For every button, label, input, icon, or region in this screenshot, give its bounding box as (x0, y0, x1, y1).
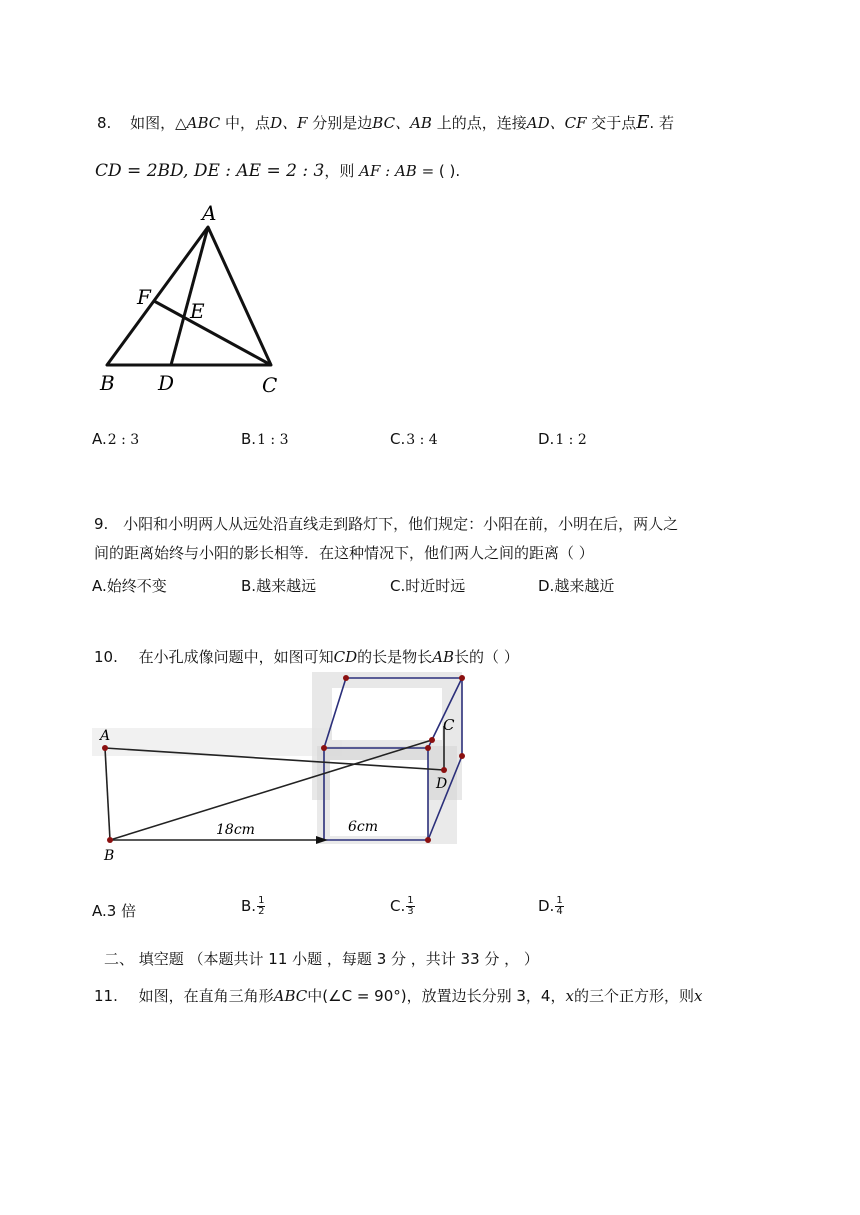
option-letter: C. (390, 430, 406, 448)
section-title: 二、 填空题 （本题共计 11 小题 ，每题 3 分 ，共计 33 分 ， ） (104, 950, 539, 968)
option-letter: C. (390, 897, 406, 915)
q10-option-a[interactable] (92, 900, 136, 921)
option-letter: D. (538, 577, 555, 595)
option-value: 时近时远 (405, 577, 466, 595)
label-d: D (158, 371, 175, 395)
q8-math: E (636, 112, 650, 133)
label-f: F (137, 285, 151, 309)
q11-math: x (693, 987, 703, 1005)
q8-text: . 若 (649, 114, 674, 132)
q8-math: AF : AB = (359, 162, 435, 180)
q8-triangle-figure (95, 198, 295, 398)
q8-option-b[interactable] (241, 430, 289, 448)
q9-line1 (94, 513, 678, 534)
q11-line (94, 985, 702, 1006)
q8-text: ( ). (438, 162, 461, 180)
q8-math: AD、CF (526, 114, 587, 132)
fraction-one-half (257, 896, 265, 917)
fraction-denominator: 2 (258, 906, 265, 917)
q11-math: x (565, 987, 574, 1005)
q8-text: 分别是边 (312, 114, 373, 132)
option-letter: D. (538, 430, 555, 448)
q10-line (94, 646, 519, 667)
q8-line1 (97, 112, 674, 133)
q9-option-c[interactable] (390, 575, 465, 596)
q10-option-c[interactable] (390, 896, 415, 917)
q8-text: 中，点 (225, 114, 271, 132)
option-letter: B. (241, 897, 257, 915)
fraction-denominator: 4 (556, 906, 563, 917)
fraction-numerator: 1 (556, 895, 563, 906)
fraction-numerator: 1 (407, 895, 414, 906)
fraction-denominator: 3 (407, 906, 414, 917)
option-value: 1 : 2 (555, 432, 587, 448)
q10-option-b[interactable] (241, 896, 265, 917)
label-c: C (262, 373, 278, 397)
q9-option-d[interactable] (538, 575, 614, 596)
section-heading-fill-in (104, 948, 539, 969)
label-a: A (202, 201, 217, 225)
label-b: B (104, 848, 115, 864)
label-b: B (100, 371, 115, 395)
q10-pinhole-figure (92, 668, 472, 868)
q10-math: AB (432, 648, 455, 666)
q8-math: CD = 2BD, DE : AE = 2 : 3 (95, 161, 325, 181)
option-value: 2 : 3 (107, 432, 140, 448)
option-letter: A. (92, 430, 107, 448)
label-distance-18cm: 18cm (216, 822, 255, 838)
q9-option-b[interactable] (241, 575, 316, 596)
label-c: C (443, 716, 455, 734)
q10-option-d[interactable] (538, 896, 564, 917)
q9-text: 小阳和小明两人从远处沿直线走到路灯下，他们规定：小阳在前，小明在后，两人之 (123, 515, 679, 533)
q8-option-d[interactable] (538, 430, 587, 448)
q11-text: 的三个正方形，则 (573, 987, 694, 1005)
option-value: 1 : 3 (257, 432, 289, 448)
q10-text: 的长是物长 (357, 648, 433, 666)
q8-option-a[interactable] (92, 430, 139, 448)
q9-number: 9. (94, 515, 109, 533)
fraction-one-quarter (555, 896, 563, 917)
option-letter: B. (241, 577, 257, 595)
label-distance-6cm: 6cm (348, 819, 379, 835)
segment-ad (171, 227, 208, 365)
option-value: 越来越近 (554, 577, 615, 595)
option-letter: C. (390, 577, 406, 595)
q8-text: ，则 (324, 162, 355, 180)
q9-line2 (94, 542, 594, 563)
option-letter: D. (538, 897, 555, 915)
option-value: 始终不变 (106, 577, 167, 595)
option-value: 3 倍 (106, 902, 137, 920)
label-a: A (100, 728, 111, 744)
option-letter: A. (92, 577, 107, 595)
q8-text: 上的点，连接 (436, 114, 527, 132)
option-letter: B. (241, 430, 257, 448)
option-letter: A. (92, 902, 107, 920)
q10-math: CD (333, 648, 358, 666)
q10-text: 长的（ ） (454, 648, 519, 666)
q11-text: 如图，在直角三角形 (138, 987, 274, 1005)
q11-math: ABC (273, 987, 308, 1005)
q9-text: 间的距离始终与小阳的影长相等．在这种情况下，他们两人之间的距离（ ） (94, 544, 594, 562)
option-value: 越来越远 (256, 577, 317, 595)
q8-text: 如图， (130, 114, 176, 132)
q9-option-a[interactable] (92, 575, 167, 596)
q8-math: △ABC (175, 114, 221, 132)
q8-number: 8. (97, 114, 112, 132)
q8-line2 (95, 160, 460, 181)
q8-math: D、F (270, 114, 308, 132)
q8-option-c[interactable] (390, 430, 438, 448)
q10-number: 10. (94, 648, 118, 666)
q11-text: 中(∠C = 90°)，放置边长分别 3，4， (307, 987, 566, 1005)
fraction-numerator: 1 (258, 895, 265, 906)
q11-number: 11. (94, 987, 118, 1005)
fraction-one-third (406, 896, 414, 917)
q8-math: BC、AB (372, 114, 432, 132)
segment-cf (154, 301, 271, 365)
option-value: 3 : 4 (406, 432, 438, 448)
q10-text: 在小孔成像问题中，如图可知 (138, 648, 334, 666)
label-e: E (190, 299, 205, 323)
label-d: D (436, 776, 448, 792)
q8-text: 交于点 (591, 114, 637, 132)
